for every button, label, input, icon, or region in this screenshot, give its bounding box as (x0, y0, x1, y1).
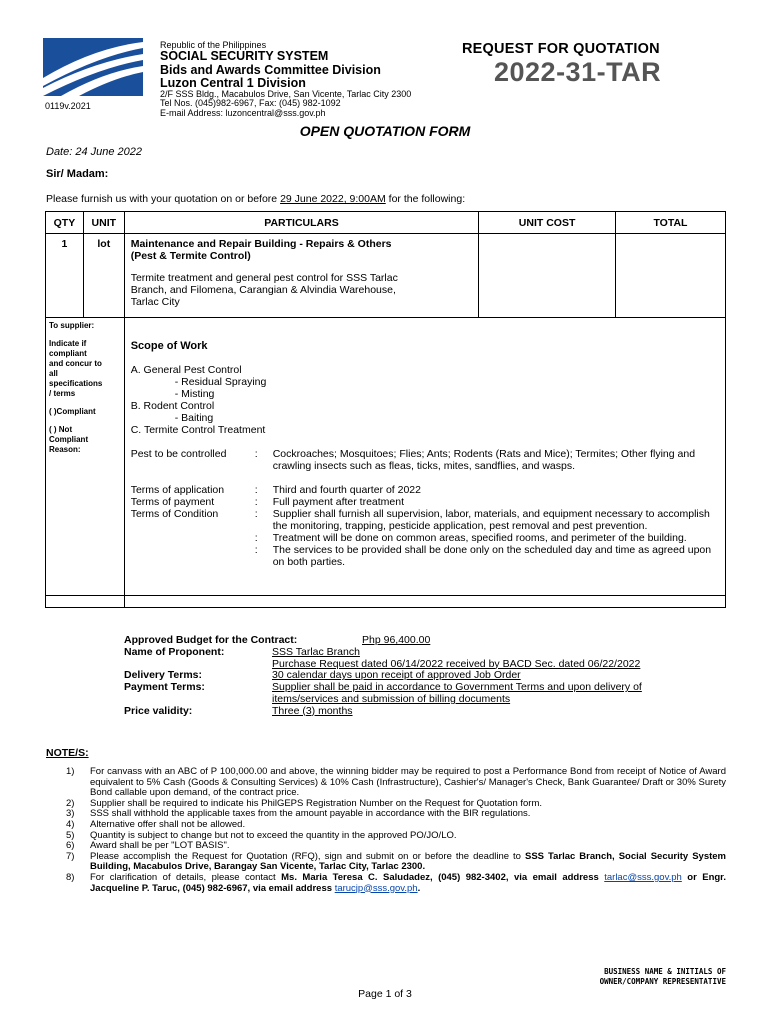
proponent-label: Name of Proponent: (124, 645, 225, 658)
note-text: For canvass with an ABC of P 100,000.00 and above, the winning bidder may be required to post a Performance Bond from receipt of Notice of Award equivalent to 5% Cash (Goods & Consulting Services) & 10% Cash (Infrastructure), Cashier's/ Manager's Check, Bank Guarantee/ Draft or 30% Surety Bond callable upon demand, of the contract price. (90, 766, 726, 799)
note-text-part: For clarification of details, please contact (90, 871, 282, 883)
purchase-request-value: Purchase Request dated 06/14/2022 received by BACD Sec. dated 06/22/2022 (272, 657, 641, 670)
indicate-line: specifications (49, 379, 103, 388)
signature-line-1: BUSINESS NAME & INITIALS OF (604, 967, 726, 976)
form-title: OPEN QUOTATION FORM (299, 123, 471, 139)
note-text: Supplier shall be required to indicate his PhilGEPS Registration Number on the Request for Quotation form. (90, 797, 543, 809)
organization-header (160, 41, 411, 118)
abc-value: Php 96,400.00 (362, 634, 431, 646)
terms-label: Terms of payment (130, 496, 215, 508)
proponent-row (124, 647, 770, 659)
note-item (66, 873, 726, 894)
scope-subitem: - Baiting (174, 412, 214, 424)
terms-label: Terms of Condition (130, 508, 219, 520)
note-number: 7) (66, 850, 75, 862)
org-telephone: Tel Nos. (045)982-6967, Fax: (045) 982-1092 (160, 98, 341, 109)
terms-payment-row (131, 496, 719, 508)
scope-subitem: - Residual Spraying (174, 376, 267, 388)
scope-subitem: - Misting (174, 388, 215, 400)
compliant-checkbox[interactable]: ( )Compliant (49, 407, 96, 416)
not-compliant-label: Compliant (49, 435, 89, 444)
note-text: SSS shall withhold the applicable taxes from the amount payable in accordance with the BIR regulations. (90, 808, 531, 820)
note-number: 4) (66, 818, 75, 830)
scope-item: B. Rodent Control (130, 400, 215, 412)
committee-name: Bids and Awards Committee Division (160, 62, 381, 77)
note-number: 6) (66, 840, 75, 852)
colon: : (254, 532, 258, 544)
deadline: 29 June 2022, 9:00AM (280, 193, 386, 205)
indicate-line: compliant (49, 349, 87, 358)
colon: : (254, 448, 258, 460)
abc-label: Approved Budget for the Contract: (124, 634, 298, 646)
note-end: . (417, 882, 421, 894)
email-link-tarlac[interactable]: tarlac@sss.gov.ph (604, 871, 682, 883)
form-code: 0119v.2021 (45, 101, 91, 111)
colon: : (254, 508, 258, 520)
not-compliant-checkbox[interactable]: ( ) Not (49, 425, 73, 434)
note-text (90, 852, 726, 873)
validity-row (124, 706, 770, 718)
colon: : (254, 544, 258, 556)
note-number: 8) (66, 871, 75, 883)
indicate-line: and concur to (49, 359, 102, 368)
salutation: Sir/ Madam: (46, 168, 109, 180)
item-title-2: (Pest & Termite Control) (130, 250, 251, 262)
contact-1: Ms. Maria Teresa C. Saludadez, (045) 982-3402, via email address (281, 871, 605, 883)
note-text: Quantity is subject to change but not to exceed the quantity in the approved PO/JO/LO. (90, 829, 457, 841)
note-item (66, 820, 726, 831)
pest-controlled-row (131, 448, 719, 472)
terms-value: Third and fourth quarter of 2022 (272, 484, 421, 496)
terms-value: Treatment will be done on common areas, specified rooms, and perimeter of the building. (272, 532, 687, 544)
terms-condition-row (131, 544, 719, 568)
notes-heading: NOTE/S: (46, 747, 89, 759)
table-row-empty (46, 596, 726, 608)
note-number: 1) (66, 766, 75, 777)
document-date: Date: 24 June 2022 (46, 146, 143, 158)
scope-item: A. General Pest Control (130, 364, 242, 376)
reason-label: Reason: (49, 445, 81, 454)
header-unit: UNIT (83, 212, 124, 234)
payment-value: Supplier shall be paid in accordance to Government Terms and upon delivery of (272, 681, 642, 694)
division-name: Luzon Central 1 Division (160, 75, 306, 90)
note-text (90, 873, 726, 894)
header-total: TOTAL (615, 212, 725, 234)
empty-cell (124, 596, 725, 608)
notes-list (66, 767, 726, 894)
header-qty: QTY (46, 212, 84, 234)
pest-label: Pest to be controlled (130, 448, 227, 460)
terms-condition-row (131, 508, 719, 532)
total-cell[interactable] (615, 234, 725, 318)
intro-text (46, 193, 465, 205)
rfq-title: REQUEST FOR QUOTATION (462, 41, 660, 57)
colon: : (254, 496, 258, 508)
note-number: 5) (66, 829, 75, 841)
rfq-number: 2022-31-TAR (494, 57, 662, 87)
header-particulars: PARTICULARS (124, 212, 479, 234)
unit-cell: lot (83, 234, 124, 318)
note-item (66, 852, 726, 873)
quotation-table (45, 211, 726, 608)
delivery-value: 30 calendar days upon receipt of approved Job Order (272, 669, 521, 682)
terms-value: Full payment after treatment (272, 496, 405, 508)
sss-logo (43, 38, 143, 96)
item-desc-2: Branch, and Filomena, Carangian & Alvindia Warehouse, (130, 284, 396, 296)
unit-cost-cell[interactable] (479, 234, 616, 318)
intro-after: for the following: (385, 193, 466, 205)
to-supplier-label: To supplier: (49, 321, 95, 330)
scope-of-work (124, 318, 725, 596)
delivery-label: Delivery Terms: (124, 669, 203, 682)
item-desc-3: Tarlac City (130, 296, 180, 308)
table-row (46, 234, 726, 318)
page-number: Page 1 of 3 (358, 988, 412, 1000)
terms-label: Terms of application (130, 484, 225, 496)
pest-value: Cockroaches; Mosquitoes; Flies; Ants; Rodents (Rats and Mice); Termites; Other flying and crawling insects such as fleas, ticks, mites, sandflies, and wasps. (272, 448, 696, 472)
item-description (124, 234, 479, 318)
proponent-value: SSS Tarlac Branch (272, 645, 360, 658)
supplier-compliance-box (46, 318, 125, 596)
intro-before: Please furnish us with your quotation on or before (46, 193, 281, 205)
empty-cell (46, 596, 125, 608)
note-text: Alternative offer shall not be allowed. (90, 818, 246, 830)
org-email: E-mail Address: luzoncentral@sss.gov.ph (160, 107, 326, 118)
validity-label: Price validity: (124, 704, 193, 717)
republic-text: Republic of the Philippines (160, 40, 267, 50)
terms-condition-row (131, 532, 719, 544)
payment-value: items/services and submission of billing documents (272, 692, 511, 705)
header-unit-cost: UNIT COST (479, 212, 616, 234)
colon: : (254, 484, 258, 496)
signature-line-2: OWNER/COMPANY REPRESENTATIVE (599, 977, 726, 986)
terms-value: The services to be provided shall be done only on the scheduled day and time as agreed upon on both parties. (272, 544, 712, 568)
scope-title: Scope of Work (130, 340, 208, 352)
qty-cell: 1 (46, 234, 84, 318)
contact-2: or Engr. Jacqueline P. Taruc, (045) 982-6967, via email address (90, 871, 726, 894)
terms-application-row (131, 484, 719, 496)
note-number: 2) (66, 797, 75, 809)
note-text: Award shall be per "LOT BASIS". (90, 840, 230, 852)
org-name: SOCIAL SECURITY SYSTEM (160, 49, 329, 64)
indicate-line: all (49, 369, 58, 378)
signature-label (600, 967, 726, 987)
note-address: SSS Tarlac Branch, Social Security System Building, Macabulos Drive, Barangay San Vicente, Tarlac City, Tarlac 2300. (90, 850, 726, 873)
indicate-line: / terms (49, 389, 76, 398)
note-number: 3) (66, 808, 75, 820)
payment-label: Payment Terms: (124, 681, 205, 694)
note-item (66, 767, 726, 799)
email-link-taruc[interactable]: tarucjp@sss.gov.ph (334, 882, 418, 894)
scope-item: C. Termite Control Treatment (130, 424, 266, 436)
note-text-part: Please accomplish the Request for Quotation (RFQ), sign and submit on or before the deadline to (90, 850, 525, 862)
item-desc-1: Termite treatment and general pest control for SSS Tarlac (130, 272, 398, 284)
validity-value: Three (3) months (272, 704, 353, 717)
org-address: 2/F SSS Bldg., Macabulos Drive, San Vicente, Tarlac City 2300 (160, 88, 412, 99)
contract-details (124, 635, 770, 718)
item-title-1: Maintenance and Repair Building - Repairs & Others (130, 238, 392, 250)
payment-row (124, 694, 770, 706)
indicate-line: Indicate if (49, 339, 87, 348)
table-header-row (46, 212, 726, 234)
terms-value: Supplier shall furnish all supervision, labor, materials, and equipment necessary to accomplish the monitoring, trapping, pesticide application, pest removal and pest prevention. (272, 508, 710, 532)
table-row (46, 318, 726, 596)
